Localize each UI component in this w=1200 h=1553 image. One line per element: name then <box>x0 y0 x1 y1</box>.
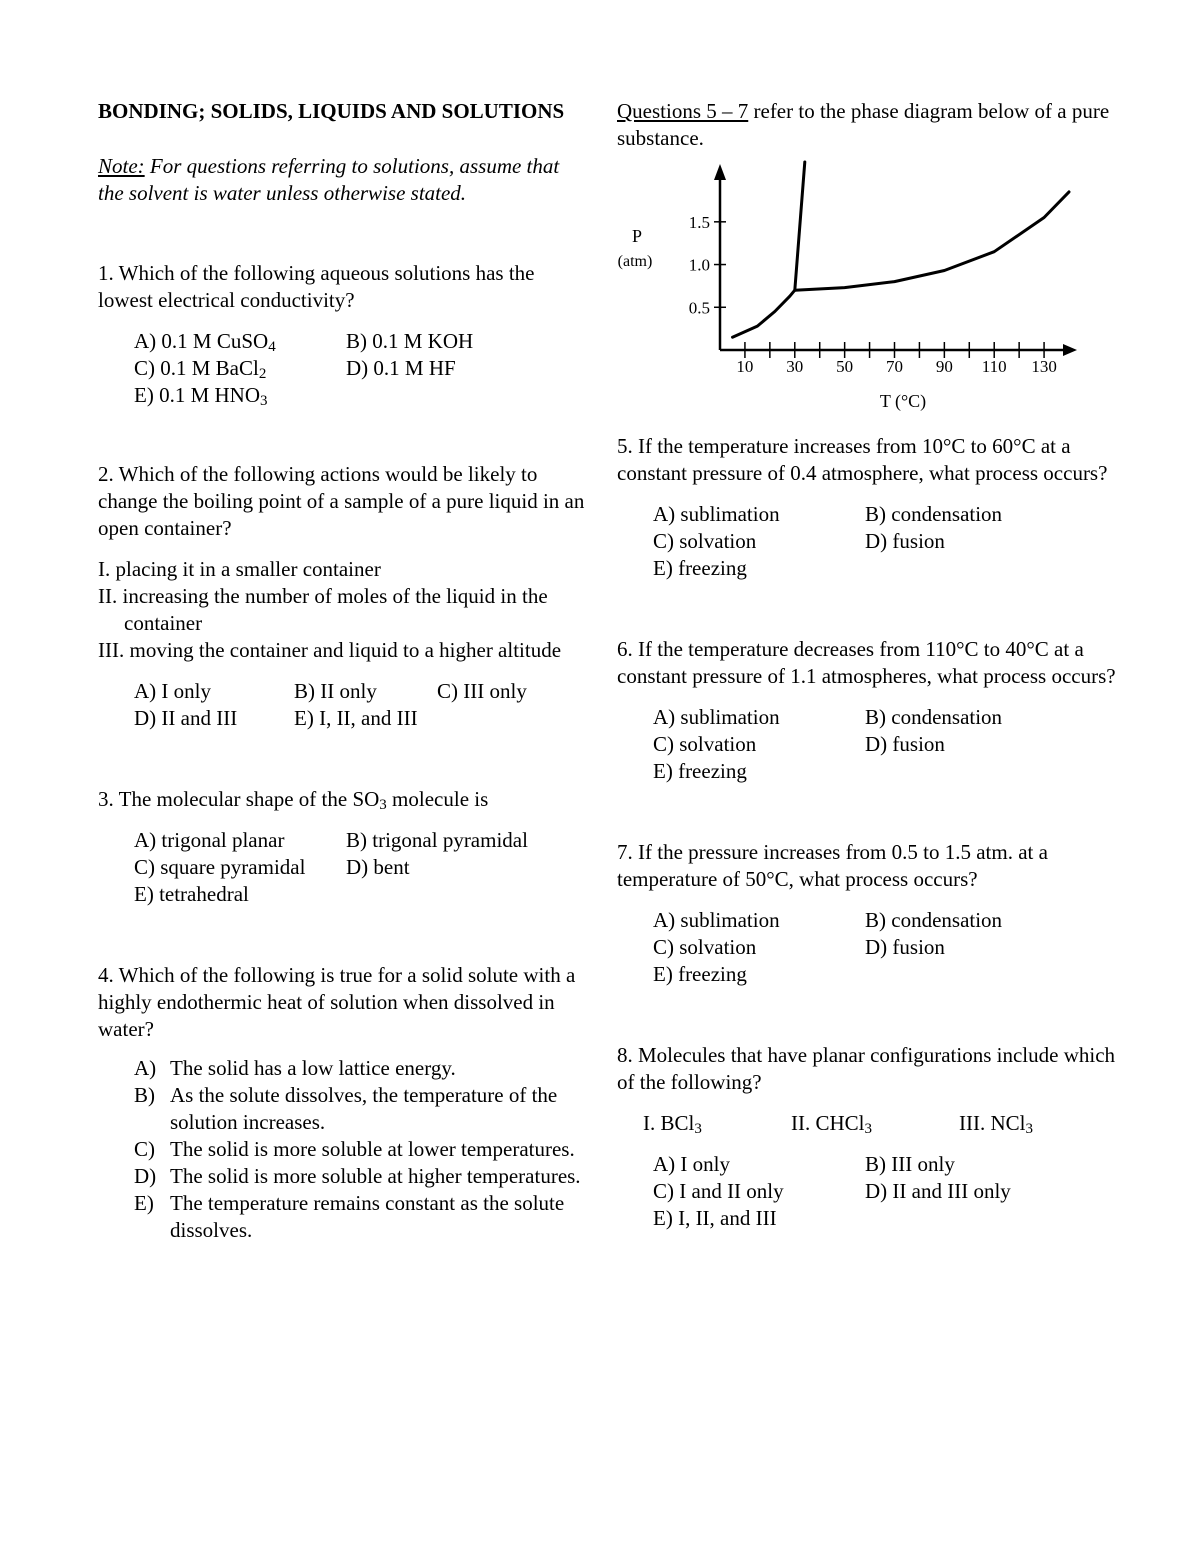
y-axis-arrow <box>714 164 726 180</box>
question-8-text: 8. Molecules that have planar configurations include which of the following? <box>617 1043 1116 1094</box>
question-2-text: 2. Which of the following actions would be likely to change the boiling point of a sample of a pure liquid in an open container? <box>98 462 585 540</box>
question-8 <box>617 1042 1117 1232</box>
q7-option-d[interactable]: D) fusion <box>865 935 945 959</box>
y-tick-label: 0.5 <box>688 298 710 318</box>
question-7-options <box>653 907 1117 988</box>
x-tick-label: 130 <box>1031 357 1057 376</box>
q8-option-c[interactable]: C) I and II only <box>653 1179 784 1203</box>
question-4-text: 4. Which of the following is true for a solid solute with a highly endothermic heat of solution when dissolved in water? <box>98 963 576 1041</box>
q3-option-e[interactable]: E) tetrahedral <box>134 882 249 906</box>
note-label: Note: <box>98 154 145 178</box>
question-3-text: 3. The molecular shape of the $SO_3$ molecule is <box>98 787 489 813</box>
question-6-text: 6. If the temperature decreases from 110°C to 40°C at a constant pressure of 1.1 atmospheres, what process occurs? <box>617 637 1116 688</box>
q4-option-c[interactable]: C) The solid is more soluble at lower temperatures. <box>134 1137 575 1161</box>
question-7 <box>617 839 1117 988</box>
q3-option-a[interactable]: A) trigonal planar <box>134 828 285 852</box>
note <box>98 153 588 207</box>
q1-option-d[interactable]: D) 0.1 M HF <box>346 356 456 380</box>
question-5-options <box>653 501 1117 582</box>
q2-option-e[interactable]: E) I, II, and III <box>294 706 418 730</box>
chart-ticks <box>689 213 1057 376</box>
question-5-text: 5. If the temperature increases from 10°C to 60°C at a constant pressure of 0.4 atmosphere, what process occurs? <box>617 434 1108 485</box>
q7-option-c[interactable]: C) solvation <box>653 935 757 959</box>
phase-diagram-chart <box>617 160 1097 424</box>
question-3-options <box>134 827 588 908</box>
page-title: BONDING; SOLIDS, LIQUIDS AND SOLUTIONS <box>98 99 565 123</box>
q3-option-d[interactable]: D) bent <box>346 855 410 879</box>
q4-option-d[interactable]: D) The solid is more soluble at higher temperatures. <box>134 1164 581 1188</box>
q3-option-b[interactable]: B) trigonal pyramidal <box>346 828 528 852</box>
x-tick-label: 30 <box>786 357 804 376</box>
q2-option-d[interactable]: D) II and III <box>134 706 238 730</box>
q4-option-e[interactable]: E) The temperature remains constant as the solute dissolves. <box>134 1191 565 1242</box>
q8-option-b[interactable]: B) III only <box>865 1152 955 1176</box>
question-4 <box>98 962 588 1244</box>
x-axis-label: T (°C) <box>879 391 927 411</box>
q8-option-a[interactable]: A) I only <box>653 1152 730 1176</box>
question-1-options <box>134 328 588 409</box>
q8-option-e[interactable]: E) I, II, and III <box>653 1206 777 1230</box>
q7-option-a[interactable]: A) sublimation <box>653 908 780 932</box>
q2-option-c[interactable]: C) III only <box>437 679 527 703</box>
x-tick-label: 110 <box>981 357 1007 376</box>
questions-range-label: Questions 5 – 7 <box>617 99 749 123</box>
y-axis-unit: (atm) <box>617 253 653 270</box>
q5-option-d[interactable]: D) fusion <box>865 529 945 553</box>
question-3 <box>98 786 588 908</box>
q5-option-b[interactable]: B) condensation <box>865 502 1003 526</box>
phase-diagram <box>617 160 1097 424</box>
left-column <box>98 98 588 1244</box>
x-tick-label: 50 <box>836 357 854 376</box>
q2-statement-iii: III. moving the container and liquid to a higher altitude <box>98 638 562 662</box>
y-axis-label: P <box>631 226 643 246</box>
x-tick-label: 90 <box>935 357 953 376</box>
phase-curve-3 <box>795 192 1069 290</box>
q6-option-d[interactable]: D) fusion <box>865 732 945 756</box>
question-4-options <box>134 1055 588 1244</box>
question-2-options <box>134 678 588 732</box>
question-6 <box>617 636 1117 785</box>
phase-curve-1 <box>733 290 795 337</box>
q2-statement-i: I. placing it in a smaller container <box>98 557 381 581</box>
q8-statement-ii: II. CHCl$_3$ <box>791 1111 872 1137</box>
phase-curve-2 <box>795 162 805 290</box>
question-2-statements <box>98 556 588 664</box>
phase-diagram-intro: Questions 5 – 7 refer to the phase diagram below of a pure substance. <box>617 99 1110 150</box>
q1-option-e[interactable]: E) 0.1 M $HNO_3$ <box>134 383 268 409</box>
right-column <box>617 98 1117 1232</box>
question-8-options <box>653 1151 1117 1232</box>
x-tick-label: 10 <box>736 357 754 376</box>
q6-option-c[interactable]: C) solvation <box>653 732 757 756</box>
q7-option-e[interactable]: E) freezing <box>653 962 747 986</box>
y-tick-label: 1.5 <box>688 212 710 232</box>
q8-option-d[interactable]: D) II and III only <box>865 1179 1011 1203</box>
question-1-text: 1. Which of the following aqueous solutions has the lowest electrical conductivity? <box>98 261 535 312</box>
y-tick-label: 1.0 <box>688 255 710 275</box>
q2-option-b[interactable]: B) II only <box>294 679 377 703</box>
q8-statement-iii: III. NCl$_3$ <box>959 1111 1033 1137</box>
q6-option-a[interactable]: A) sublimation <box>653 705 780 729</box>
q6-option-b[interactable]: B) condensation <box>865 705 1003 729</box>
q3-option-c[interactable]: C) square pyramidal <box>134 855 306 879</box>
q2-option-a[interactable]: A) I only <box>134 679 211 703</box>
note-text: For questions referring to solutions, assume that the solvent is water unless otherwise stated. <box>98 154 560 205</box>
q4-option-a[interactable]: A) The solid has a low lattice energy. <box>134 1056 456 1080</box>
x-axis-arrow <box>1063 344 1077 356</box>
question-5 <box>617 433 1117 582</box>
q8-statement-i: I. BCl$_3$ <box>643 1111 702 1137</box>
question-8-statements <box>643 1110 1117 1137</box>
q6-option-e[interactable]: E) freezing <box>653 759 747 783</box>
q2-statement-ii: II. increasing the number of moles of the liquid in the container <box>98 584 548 635</box>
q7-option-b[interactable]: B) condensation <box>865 908 1003 932</box>
x-tick-label: 70 <box>886 357 903 376</box>
q1-option-a[interactable]: A) 0.1 M CuSO$_4$ <box>134 329 276 355</box>
question-6-options <box>653 704 1117 785</box>
q4-option-b[interactable]: B) As the solute dissolves, the temperature of the solution increases. <box>134 1083 558 1134</box>
question-2 <box>98 461 588 732</box>
chart-curves <box>733 162 1070 337</box>
q5-option-a[interactable]: A) sublimation <box>653 502 780 526</box>
q5-option-e[interactable]: E) freezing <box>653 556 747 580</box>
question-7-text: 7. If the pressure increases from 0.5 to 1.5 atm. at a temperature of 50°C, what process occurs? <box>617 840 1048 891</box>
q1-option-b[interactable]: B) 0.1 M KOH <box>346 329 474 353</box>
chart-axes <box>714 164 1077 356</box>
q1-option-c[interactable]: C) 0.1 M BaCl$_2$ <box>134 356 267 382</box>
q5-option-c[interactable]: C) solvation <box>653 529 757 553</box>
question-1 <box>98 260 588 409</box>
